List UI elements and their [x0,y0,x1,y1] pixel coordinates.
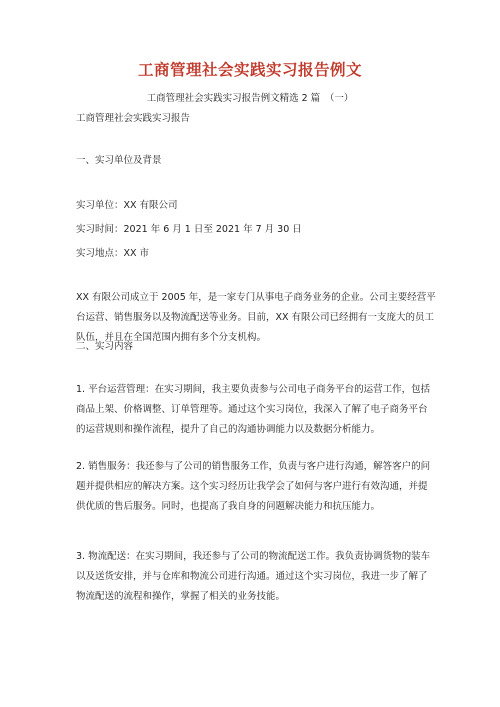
background-paragraph [76,288,436,348]
internship-time-line: 实习时间：2021 年 6 月 1 日至 2021 年 7 月 30 日 [76,224,302,235]
paragraph-line: 物流配送的流程和操作，掌握了相关的业务技能。 [76,591,286,602]
section-heading-background: 一、实习单位及背景 [76,155,162,166]
sales-service-paragraph [76,457,431,517]
document-subtitle: 工商管理社会实践实习报告例文精选 2 篇 （一） [146,93,354,104]
paragraph-line: 3. 物流配送：在实习期间，我还参与了公司的物流配送工作。我负责协调货物的装车 [76,551,431,562]
paragraph-line: 台运营、销售服务以及物流配送等业务。目前，XX 有限公司已经拥有一支庞大的员工 [76,312,435,323]
section-heading-content: 二、实习内容 [76,341,134,352]
paragraph-line: 的运营规则和操作流程，提升了自己的沟通协调能力以及数据分析能力。 [76,424,381,435]
paragraph-line: 1. 平台运营管理：在实习期间，我主要负责参与公司电子商务平台的运营工作，包括 [76,384,431,395]
paragraph-line: 供优质的售后服务。同时，也提高了我自身的问题解决能力和抗压能力。 [76,501,381,512]
paragraph-line: 以及送货安排，并与仓库和物流公司进行沟通。通过这个实习岗位，我进一步了解了 [76,571,428,582]
platform-operations-paragraph [76,380,431,440]
paragraph-line: 队伍，并且在全国范围内拥有多个分支机构。 [76,332,267,343]
paragraph-line: 2. 销售服务：我还参与了公司的销售服务工作，负责与客户进行沟通，解答客户的问 [76,461,431,472]
document-title: 工商管理社会实践实习报告例文 [137,61,362,79]
internship-unit-line: 实习单位：XX 有限公司 [76,200,178,211]
internship-place-line: 实习地点：XX 市 [76,248,150,259]
logistics-paragraph [76,547,431,607]
paragraph-line: XX 有限公司成立于 2005 年，是一家专门从事电子商务业务的企业。公司主要经营平 [76,292,436,303]
paragraph-line: 题并提供相应的解决方案。这个实习经历让我学会了如何与客户进行有效沟通，并提 [76,481,428,492]
paragraph-line: 商品上架、价格调整、订单管理等。通过这个实习岗位，我深入了解了电子商务平台 [76,404,428,415]
report-heading: 工商管理社会实践实习报告 [76,113,191,124]
